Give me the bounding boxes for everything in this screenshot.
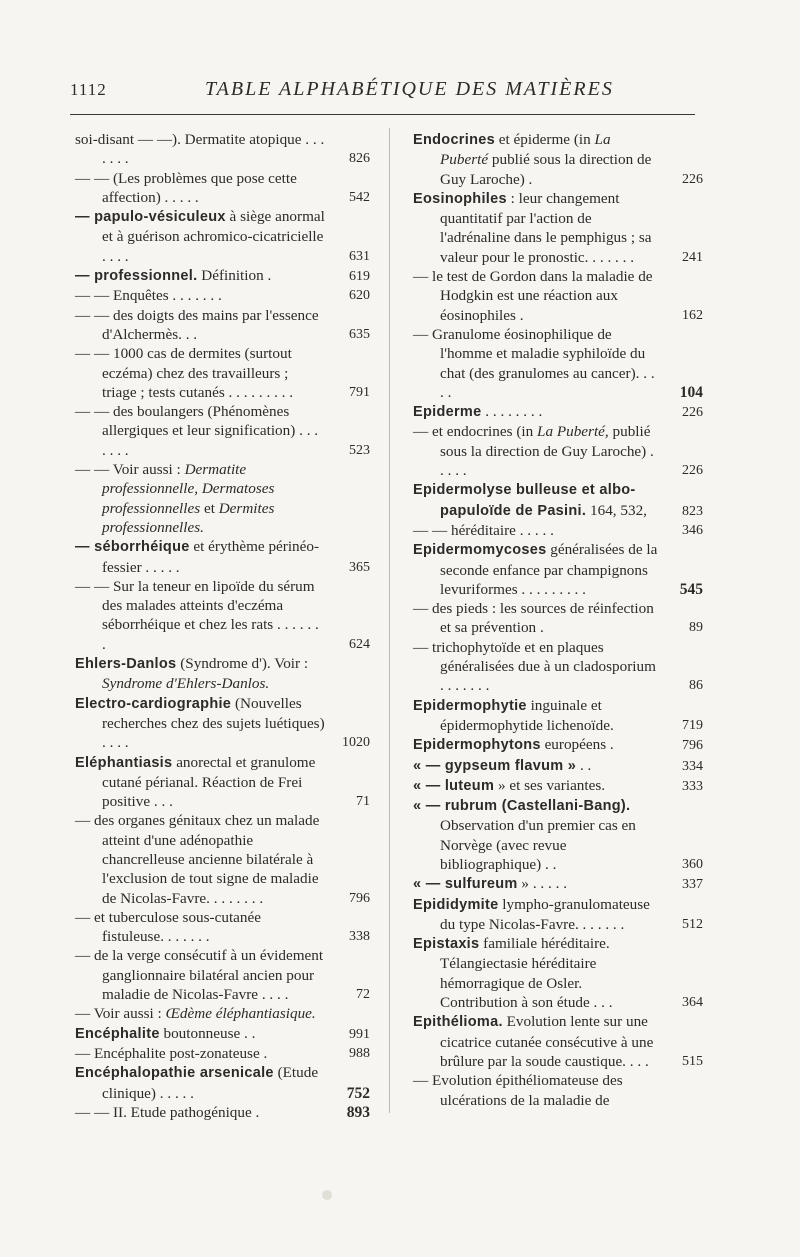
- index-entry: [413, 267, 703, 325]
- page-reference: 796: [682, 738, 703, 754]
- entry-text: — — des doigts des mains par l'essence d'Alchermès. . .: [75, 306, 319, 343]
- index-entry: [413, 638, 703, 696]
- index-entry: [413, 796, 703, 874]
- index-entry: [75, 753, 370, 812]
- page-reference: 104: [679, 383, 703, 401]
- entry-text: — des organes génitaux chez un malade atteint d'une adénopathie chancrelleuse ancienne bilatérale à l'exclusion de tout signe de maladie de Nicolas-Favre. . . . . . . .: [75, 812, 320, 907]
- paper-spot: [322, 1190, 332, 1200]
- entry-heading: Ehlers-Danlos: [75, 656, 177, 673]
- index-entry: [75, 266, 370, 286]
- page-reference: 364: [682, 995, 703, 1011]
- entry-text: européens .: [540, 736, 614, 754]
- page-reference: 365: [349, 559, 370, 575]
- page-reference: 162: [682, 307, 703, 323]
- page-reference: 226: [682, 463, 703, 479]
- page-reference: 226: [682, 171, 703, 187]
- index-entry: [413, 540, 703, 599]
- page-reference: 893: [346, 1103, 370, 1121]
- page-reference: 619: [349, 269, 370, 285]
- entry-text: — des pieds : les sources de réinfection et sa prévention .: [413, 600, 654, 637]
- index-entry: [75, 537, 370, 577]
- page-reference: 512: [682, 916, 703, 932]
- index-entry: [413, 189, 703, 267]
- entry-heading: Epidermolyse bulleuse et albo-papuloïde de Pasini.: [413, 482, 636, 519]
- index-entry: [75, 908, 370, 947]
- entry-text: généralisées de la seconde enfance par champignons levuriformes . . . . . . . . .: [440, 541, 658, 598]
- index-entry: [413, 696, 703, 736]
- entry-heading: Epidermophytons: [413, 737, 541, 754]
- entry-text: . .: [576, 756, 592, 774]
- running-title: TABLE ALPHABÉTIQUE DES MATIÈRES: [205, 78, 614, 100]
- header-rule: [70, 114, 695, 115]
- index-entry: [75, 1103, 370, 1122]
- entry-text: — — des boulangers (Phénomènes allergiques et leur signification) . . . . . . .: [75, 403, 319, 459]
- entry-text: — — Sur la teneur en lipoïde du sérum des malades atteints d'eczéma séborrhéique et chez les rats . . . . . . .: [75, 577, 319, 653]
- index-entry: [413, 480, 703, 521]
- index-entry: [413, 776, 703, 796]
- index-entry: [75, 169, 370, 208]
- entry-italic: Syndrome d'Ehlers-Danlos.: [102, 675, 270, 693]
- page-reference: 826: [349, 151, 370, 167]
- entry-text: publié sous la direction de Guy Laroche) . . . . .: [440, 423, 654, 480]
- entry-text: . . . . . . . .: [481, 403, 543, 421]
- page-reference: 71: [356, 794, 370, 810]
- page-reference: 515: [682, 1053, 703, 1069]
- entry-text: familiale héréditaire. Télangiectasie héréditaire hémorragique de Osler. Contribution à son étude . . .: [440, 935, 613, 1012]
- entry-text: — le test de Gordon dans la maladie de Hodgkin est une réaction aux éosinophiles .: [413, 268, 653, 324]
- index-entry: [75, 402, 370, 460]
- index-entry: [75, 286, 370, 305]
- entry-text: — — Enquêtes . . . . . . .: [75, 287, 222, 305]
- entry-text: et épiderme (in: [494, 131, 595, 148]
- entry-text: » . . . . .: [517, 875, 567, 893]
- page-reference: 823: [682, 503, 703, 519]
- page-reference: 338: [349, 929, 370, 945]
- index-entry: [413, 756, 703, 776]
- entry-text: anorectal et granulome cutané périanal. Réaction de Frei positive . . .: [102, 753, 316, 811]
- index-entry: [75, 1063, 370, 1103]
- entry-heading: Endocrines: [413, 132, 495, 148]
- entry-text: — Granulome éosinophilique de l'homme et maladie syphiloïde du chat (des granulomes au cancer). . . . .: [413, 325, 655, 401]
- entry-text: et érythème périnéo-fessier . . . . .: [102, 538, 320, 576]
- page-reference: 635: [349, 326, 370, 342]
- entry-italic: Dermatite professionnelle, Dermatoses professionnelles: [102, 461, 275, 517]
- page-reference: 542: [349, 189, 370, 205]
- page-reference: 86: [689, 678, 703, 694]
- entry-heading: Epididymite: [413, 896, 499, 913]
- entry-heading: Encéphalite: [75, 1025, 160, 1042]
- page-reference: 337: [682, 877, 703, 893]
- page-reference: 791: [349, 384, 370, 400]
- entry-text: et: [200, 499, 219, 517]
- index-entry: [75, 306, 370, 345]
- page-reference: 796: [349, 890, 370, 906]
- entry-text: (Etude clinique) . . . . .: [102, 1064, 319, 1102]
- entry-heading: Eosinophiles: [413, 190, 507, 207]
- index-entry: [75, 1024, 370, 1044]
- entry-heading: « — luteum: [413, 777, 495, 794]
- index-entry: [75, 130, 370, 169]
- page-number: 1112: [70, 80, 107, 99]
- entry-text: publié sous la direction de Guy Laroche) .: [440, 151, 652, 188]
- entry-heading: « — rubrum (Castellani-Bang).: [413, 798, 631, 815]
- index-entry: [75, 946, 370, 1004]
- entry-text: 164, 532,: [586, 501, 647, 519]
- entry-italic: Œdème éléphantiasique.: [165, 1005, 316, 1023]
- page-header: [70, 78, 695, 108]
- entry-text: — Evolution épithéliomateuse des ulcérations de la maladie de: [413, 1072, 623, 1109]
- page-reference: 334: [682, 758, 703, 774]
- entry-heading: — papulo-vésiculeux: [75, 209, 226, 226]
- page-reference: 545: [679, 580, 703, 598]
- index-entry: [75, 344, 370, 402]
- entry-heading: « — gypseum flavum »: [413, 757, 577, 774]
- index-entry: [413, 599, 703, 638]
- entry-italic: La Puberté: [440, 131, 611, 169]
- entry-italic: Dermites professionnelles.: [102, 499, 275, 536]
- index-entry: [413, 1012, 703, 1071]
- entry-heading: Eléphantiasis: [75, 754, 173, 771]
- left-column: [75, 130, 370, 1122]
- entry-text: Observation d'un premier cas en Norvège (avec revue bibliographique) . .: [440, 817, 636, 873]
- entry-heading: « — sulfureum: [413, 876, 518, 893]
- index-entry: [75, 460, 370, 537]
- page-reference: 523: [349, 442, 370, 458]
- entry-text: — et endocrines (in: [413, 423, 537, 441]
- index-entry: [413, 895, 703, 935]
- page-reference: 360: [682, 856, 703, 872]
- index-entry: [413, 130, 703, 189]
- entry-text: Définition .: [197, 267, 272, 285]
- page-reference: 719: [682, 717, 703, 733]
- entry-heading: Epidermophytie: [413, 697, 527, 714]
- index-entry: [75, 654, 370, 694]
- index-entry: [75, 811, 370, 907]
- index-entry: [75, 577, 370, 654]
- page-reference: 346: [682, 522, 703, 538]
- entry-heading: Electro-cardiographie: [75, 695, 232, 712]
- entry-text: (Nouvelles recherches chez des sujets luétiques) . . . .: [102, 694, 325, 752]
- entry-text: soi-disant — —). Dermatite atopique . . . . . . .: [75, 131, 325, 168]
- entry-text: — et tuberculose sous-cutanée fistuleuse. . . . . . .: [75, 908, 261, 946]
- page-reference: 89: [689, 620, 703, 636]
- page-reference: 620: [349, 288, 370, 304]
- page-reference: 226: [682, 405, 703, 421]
- index-entry: [75, 1044, 370, 1063]
- entry-text: (Syndrome d'). Voir :: [176, 655, 309, 673]
- page-reference: 333: [682, 778, 703, 794]
- page-reference: 624: [349, 636, 370, 652]
- entry-heading: — séborrhéique: [75, 539, 190, 556]
- entry-text: — — héréditaire . . . . .: [413, 521, 554, 539]
- index-entry: [413, 422, 703, 480]
- entry-heading: Epistaxis: [413, 936, 480, 953]
- entry-heading: Encéphalopathie arsenicale: [75, 1065, 274, 1082]
- right-column: [413, 130, 703, 1110]
- page-reference: 1020: [342, 735, 370, 751]
- index-entry: [413, 934, 703, 1012]
- entry-text: boutonneuse . .: [159, 1024, 256, 1042]
- page-reference: 752: [346, 1084, 370, 1102]
- entry-text: — Encéphalite post-zonateuse .: [75, 1044, 268, 1062]
- index-entry: [413, 521, 703, 540]
- entry-italic: La Puberté,: [537, 423, 609, 441]
- entry-text: — trichophytoïde et en plaques généralisées due à un cladosporium . . . . . . .: [413, 638, 656, 695]
- index-entry: [75, 694, 370, 753]
- page-reference: 991: [349, 1026, 370, 1042]
- index-entry: [75, 207, 370, 266]
- index-entry: [413, 874, 703, 894]
- index-entry: [413, 735, 703, 755]
- entry-text: — — (Les problèmes que pose cette affection) . . . . .: [75, 169, 297, 206]
- entry-heading: Epithélioma.: [413, 1014, 503, 1031]
- entry-text: — de la verge consécutif à un évidement ganglionnaire bilatéral ancien pour maladie de Nicolas-Favre . . . .: [75, 947, 324, 1004]
- entry-heading: — professionnel.: [75, 268, 198, 285]
- entry-text: » et ses variantes.: [494, 776, 606, 794]
- page-reference: 988: [349, 1045, 370, 1061]
- index-entry: [75, 1004, 370, 1023]
- entry-text: lympho-granulomateuse du type Nicolas-Favre. . . . . . .: [440, 895, 650, 933]
- entry-text: Evolution lente sur une cicatrice cutanée consécutive à une brûlure par la soude caustique. . . .: [440, 1013, 654, 1070]
- page-reference: 241: [682, 249, 703, 265]
- index-entry: [413, 402, 703, 422]
- page-reference: 631: [349, 248, 370, 264]
- index-entry: [413, 325, 703, 402]
- entry-text: : leur changement quantitatif par l'action de l'adrénaline dans le pemphigus ; sa valeur pour le pronostic. . . . . . .: [440, 189, 652, 266]
- entry-text: — — 1000 cas de dermites (surtout eczéma) chez des travailleurs ; triage ; tests cutanés . . . . . . . . .: [75, 345, 294, 401]
- entry-text: — Voir aussi :: [75, 1005, 166, 1023]
- column-divider: [389, 128, 390, 1113]
- entry-text: inguinale et épidermophytide lichenoïde.: [440, 696, 614, 734]
- index-entry: [413, 1071, 703, 1110]
- entry-heading: Epidermomycoses: [413, 542, 547, 559]
- entry-heading: Epiderme: [413, 404, 482, 421]
- entry-text: à siège anormal et à guérison achromico-cicatricielle . . . .: [102, 208, 325, 265]
- entry-text: — — II. Etude pathogénique .: [75, 1103, 260, 1121]
- entry-text: — — Voir aussi :: [75, 461, 185, 479]
- page-reference: 72: [356, 987, 370, 1003]
